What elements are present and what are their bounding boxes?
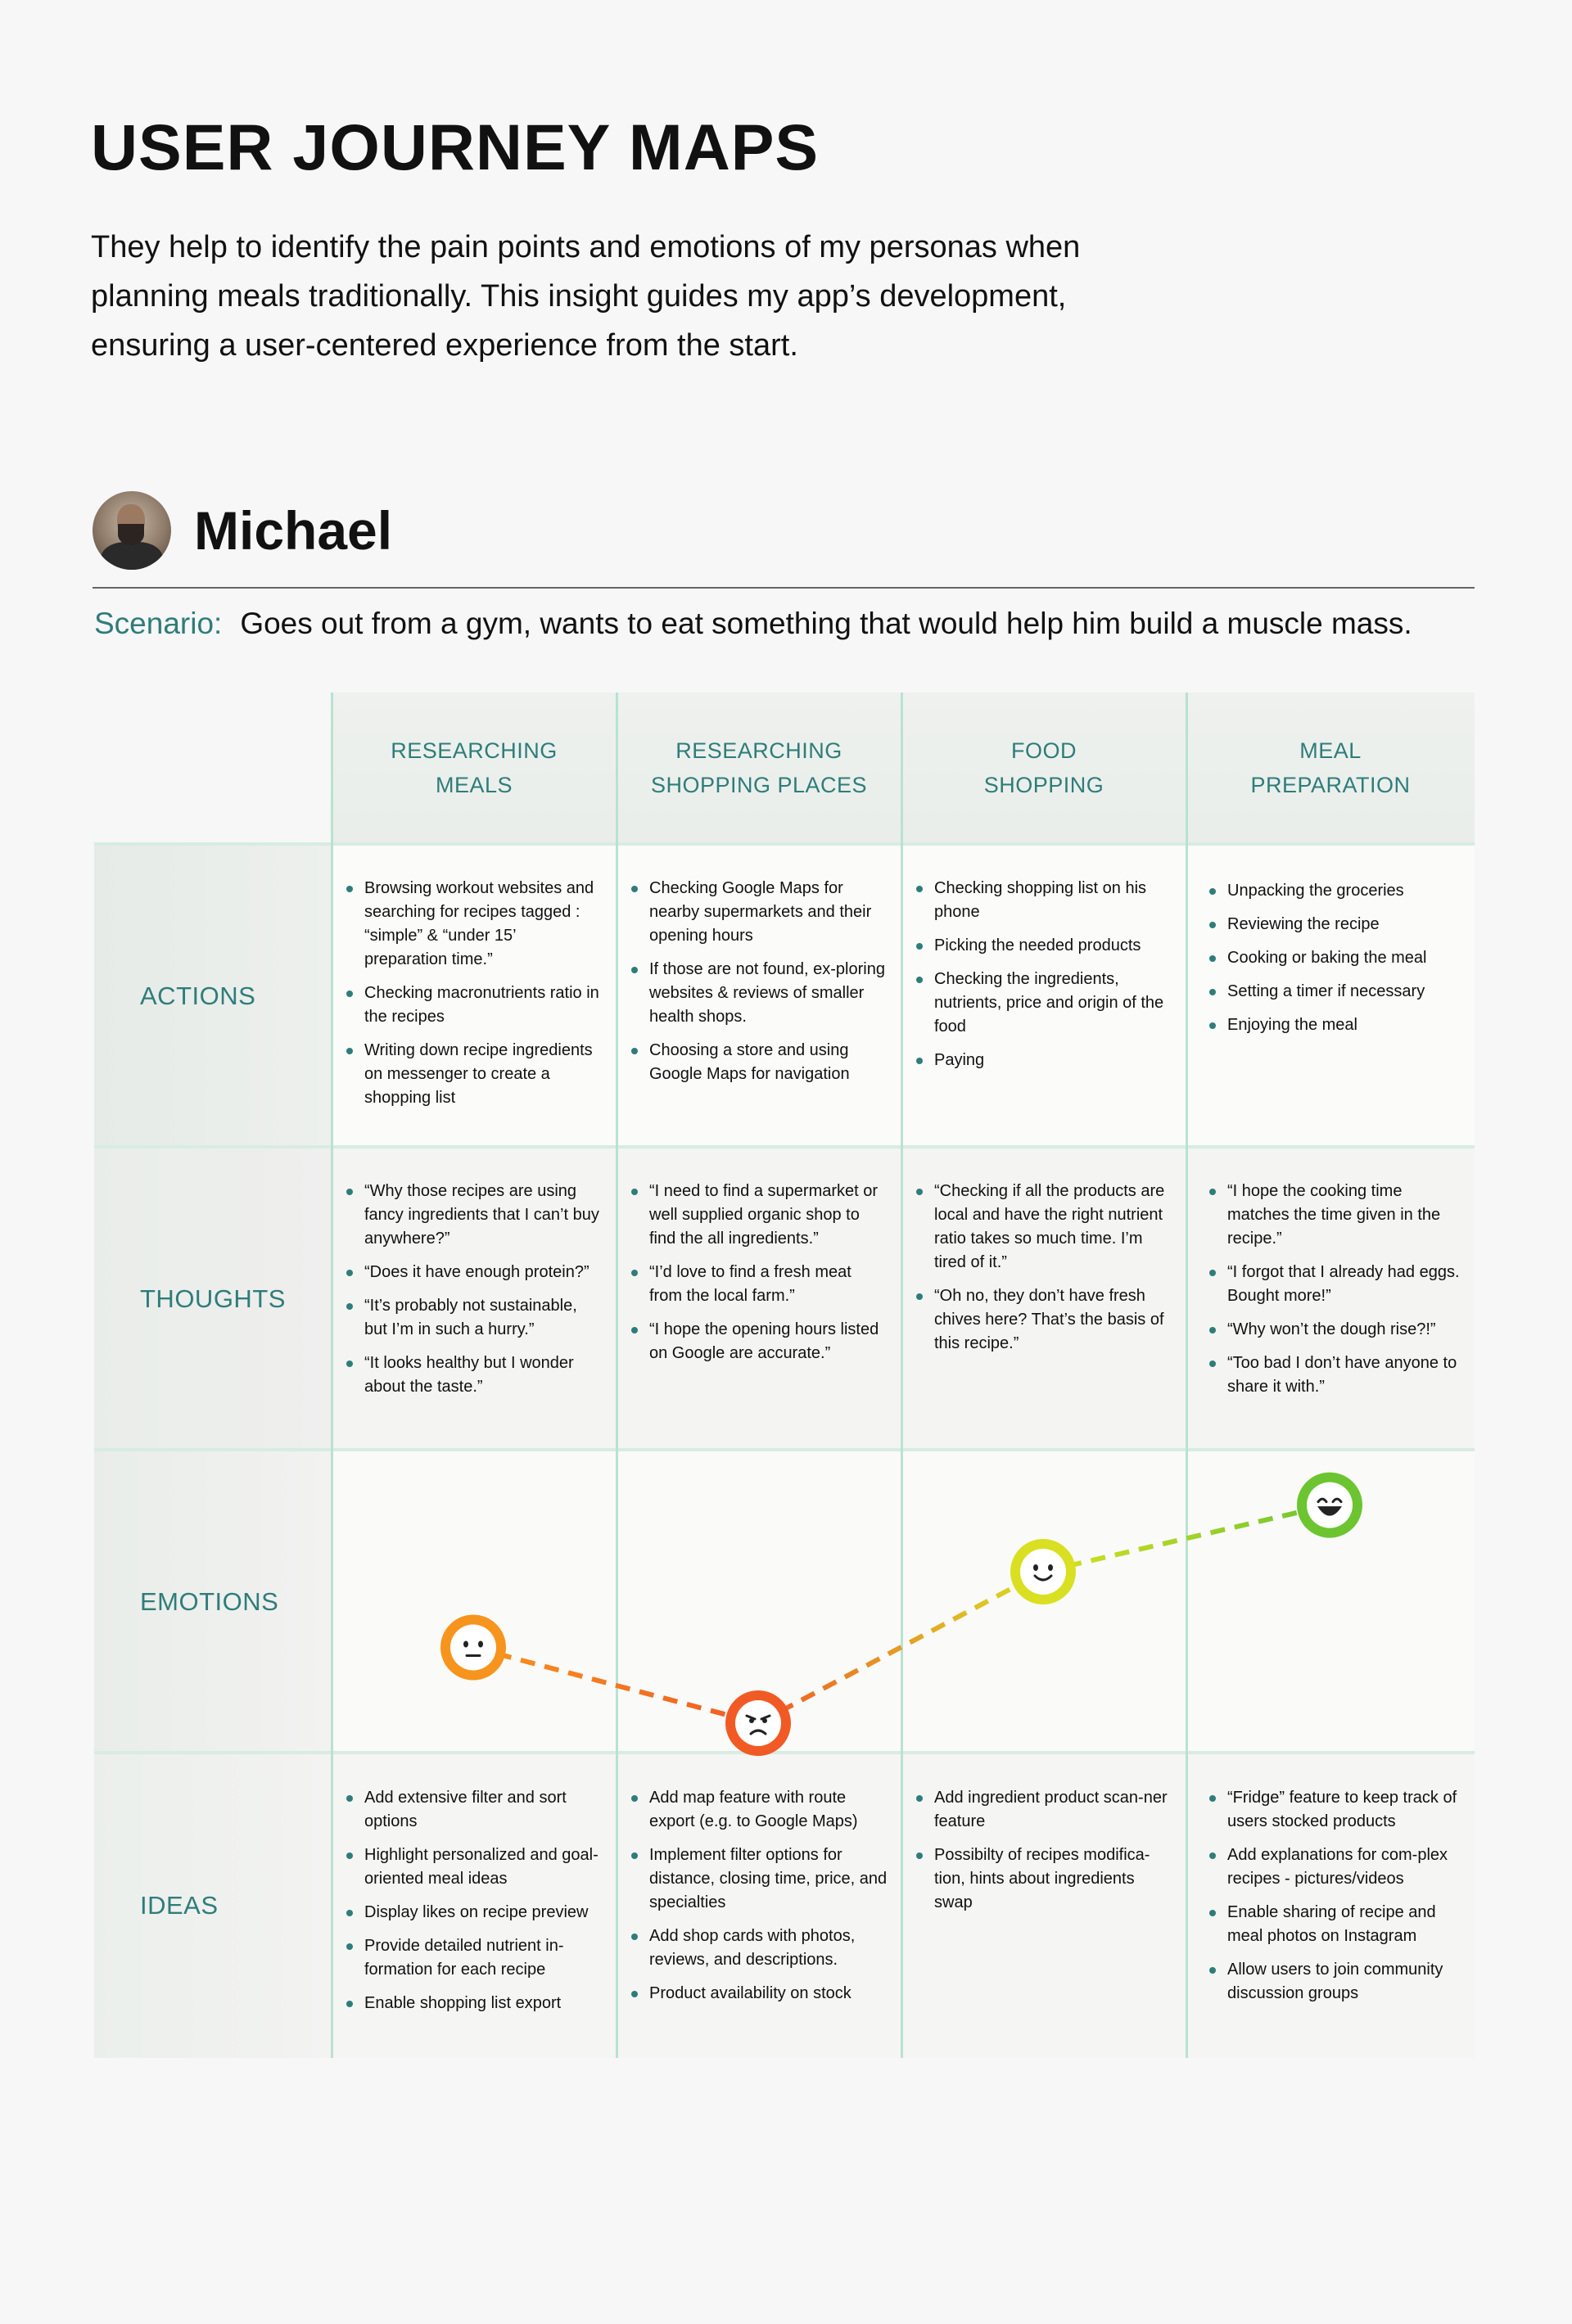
row-label-actions: ACTIONS (140, 981, 256, 1010)
list-item: Choosing a store and using Google Maps for navigation (631, 1039, 887, 1086)
list-item: Product availability on stock (631, 1982, 888, 2006)
list-item: “Checking if all the products are local and have the right nutrient ratio takes so much time. I’m tired of it.” (916, 1180, 1172, 1275)
avatar (93, 491, 171, 570)
intro-line: They help to identify the pain points and emotions of my personas when (91, 230, 1081, 264)
sad-face-icon (725, 1690, 791, 1756)
list-item: Checking shopping list on his phone (916, 877, 1172, 924)
list-item: “I need to find a supermarket or well supplied organic shop to find the all ingredients.” (631, 1180, 888, 1251)
list-item: Browsing workout websites and searching for recipes tagged : “simple” & “under 15’ preparation time.” (346, 877, 600, 972)
list-item: Cooking or baking the meal (1209, 946, 1463, 970)
row-label-thoughts: THOUGHTS (140, 1284, 286, 1313)
ideas-list (916, 1786, 1172, 1925)
list-item: Add ingredient product scan-ner feature (916, 1786, 1172, 1834)
list-item: Display likes on recipe preview (346, 1901, 603, 1925)
stage-food-shopping: FOOD SHOPPING (901, 693, 1186, 842)
row-label-emotions: EMOTIONS (140, 1587, 279, 1616)
list-item: Unpacking the groceries (1209, 879, 1463, 903)
emotion-connector (1043, 1505, 1330, 1572)
list-item: Allow users to join community discussion groups (1209, 1958, 1463, 2006)
list-item: Add shop cards with photos, reviews, and descriptions. (631, 1925, 888, 1972)
smile-face-icon (1010, 1539, 1076, 1604)
intro-line: ensuring a user-centered experience from the start. (91, 328, 798, 363)
list-item: Checking Google Maps for nearby supermarkets and their opening hours (631, 877, 887, 948)
list-item: “I’d love to find a fresh meat from the local farm.” (631, 1261, 888, 1308)
list-item: Enjoying the meal (1209, 1013, 1463, 1037)
list-item: Highlight personalized and goal-oriented meal ideas (346, 1843, 603, 1891)
scenario (94, 606, 1412, 642)
list-item: “It looks healthy but I wonder about the taste.” (346, 1352, 603, 1399)
scenario-label: Scenario: (94, 607, 223, 640)
list-item: Reviewing the recipe (1209, 913, 1463, 936)
scenario-text: Goes out from a gym, wants to eat something that would help him build a muscle mass. (240, 607, 1412, 640)
list-item: “I forgot that I already had eggs. Bought more!” (1209, 1261, 1463, 1308)
list-item: Checking the ingredients, nutrients, price and origin of the food (916, 968, 1172, 1039)
persona-header (93, 491, 392, 570)
list-item: Enable shopping list export (346, 1992, 603, 2015)
list-item: Implement filter options for distance, closing time, price, and specialties (631, 1843, 888, 1915)
list-item: “I hope the opening hours listed on Google are accurate.” (631, 1318, 888, 1365)
list-item: Picking the needed products (916, 934, 1172, 958)
ideas-list (346, 1786, 603, 2025)
list-item: Add map feature with route export (e.g. to Google Maps) (631, 1786, 888, 1834)
list-item: “I hope the cooking time matches the time given in the recipe.” (1209, 1180, 1463, 1251)
list-item: “Oh no, they don’t have fresh chives here? That’s the basis of this recipe.” (916, 1284, 1172, 1356)
list-item: “Why won’t the dough rise?!” (1209, 1318, 1463, 1342)
ideas-list (631, 1786, 888, 2015)
list-item: “Why those recipes are using fancy ingredients that I can’t buy anywhere?” (346, 1180, 603, 1251)
divider (93, 587, 1475, 589)
list-item: “Too bad I don’t have anyone to share it with.” (1209, 1352, 1463, 1399)
intro-text (91, 223, 1254, 370)
list-item: If those are not found, ex-ploring websites & reviews of smaller health shops. (631, 958, 887, 1029)
list-item: Setting a timer if necessary (1209, 980, 1463, 1004)
list-item: Provide detailed nutrient in-formation for each recipe (346, 1934, 603, 1982)
happy-face-icon (1297, 1473, 1362, 1538)
journey-map (94, 693, 1475, 2058)
stage-researching-meals: RESEARCHING MEALS (332, 693, 617, 842)
persona-name: Michael (194, 500, 393, 561)
emotion-connector (758, 1572, 1043, 1723)
intro-line: planning meals traditionally. This insight guides my app’s development, (91, 279, 1067, 314)
list-item: Add extensive filter and sort options (346, 1786, 603, 1834)
page-title: USER JOURNEY MAPS (91, 111, 820, 183)
list-item: Paying (916, 1049, 1172, 1072)
ideas-list (1209, 1786, 1463, 2015)
list-item: Add explanations for com-plex recipes - pictures/videos (1209, 1843, 1463, 1891)
list-item: Possibilty of recipes modifica-tion, hints about ingredients swap (916, 1843, 1172, 1915)
neutral-face-icon (440, 1615, 506, 1681)
list-item: “It’s probably not sustainable, but I’m in such a hurry.” (346, 1294, 603, 1342)
list-item: Checking macronutrients ratio in the recipes (346, 981, 600, 1029)
list-item: Writing down recipe ingredients on messenger to create a shopping list (346, 1039, 600, 1110)
list-item: “Does it have enough protein?” (346, 1261, 603, 1284)
stage-meal-preparation: MEAL PREPARATION (1186, 693, 1475, 842)
list-item: Enable sharing of recipe and meal photos on Instagram (1209, 1901, 1463, 1948)
list-item: “Fridge” feature to keep track of users stocked products (1209, 1786, 1463, 1834)
row-label-ideas: IDEAS (140, 1891, 219, 1920)
stage-researching-shopping-places: RESEARCHING SHOPPING PLACES (617, 693, 901, 842)
emotion-connector (473, 1648, 758, 1724)
